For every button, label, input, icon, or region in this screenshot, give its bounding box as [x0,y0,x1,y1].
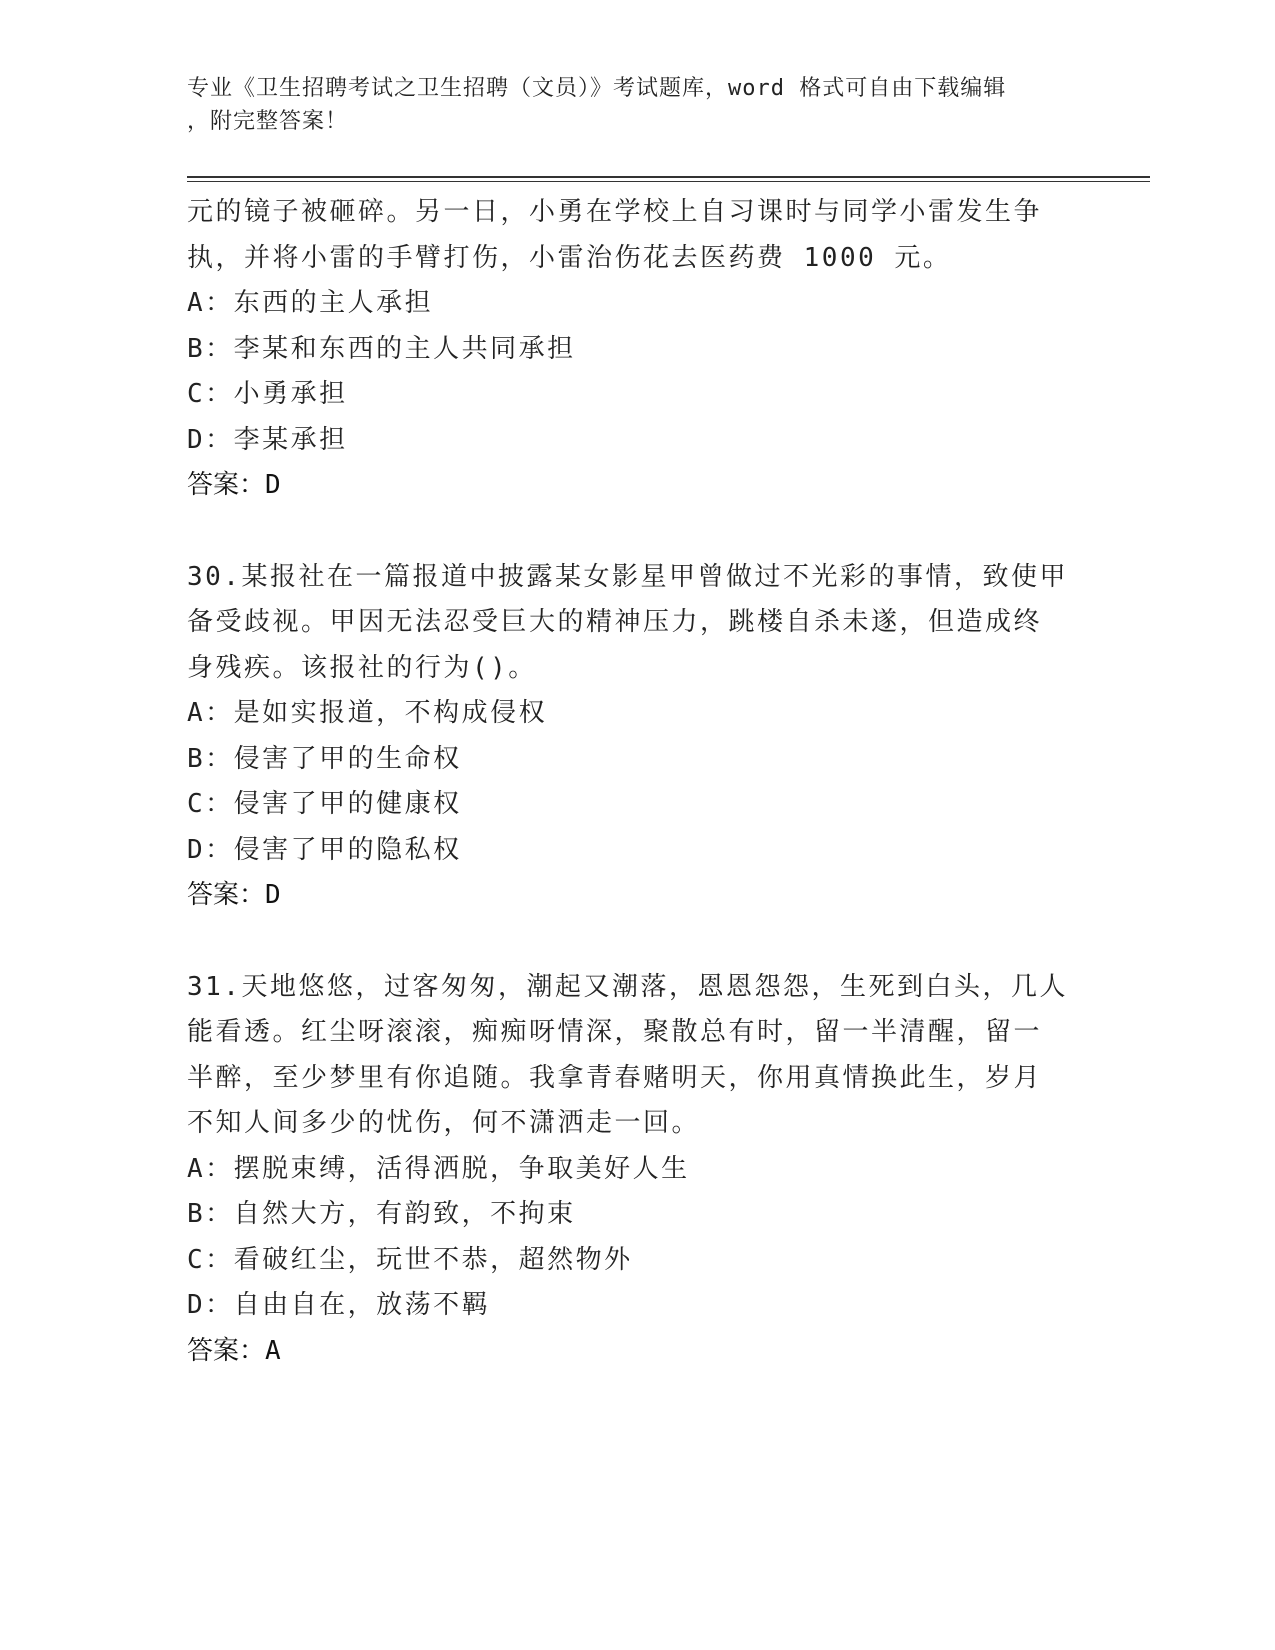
option-d: D：李某承担 [187,424,348,455]
question-content [187,190,1087,1374]
option-b: B：自然大方，有韵致，不拘束 [187,1199,576,1229]
option-d: D：自由自在，放荡不羁 [187,1290,491,1320]
answer-line [187,873,1087,919]
option-b: B：李某和东西的主人共同承担 [187,333,576,364]
answer-value: D [265,470,281,500]
option-a: A：东西的主人承担 [187,288,434,318]
question-text-line: 31.天地悠悠，过客匆匆，潮起又潮落，恩恩怨怨，生死到白头，几人 [187,971,1068,1002]
header-line-1: 专业《卫生招聘考试之卫生招聘（文员）》考试题库，word 格式可自由下载编辑 [187,76,1007,101]
question-30 [187,555,1087,919]
option-a: A：是如实报道，不构成侵权 [187,698,548,728]
question-text-line: 执，并将小雷的手臂打伤，小雷治伤花去医药费 1000 元。 [187,242,952,273]
option-c: C：侵害了甲的健康权 [187,789,462,819]
question-text-line: 备受歧视。甲因无法忍受巨大的精神压力，跳楼自杀未遂，但造成终 [187,607,1043,637]
option-c: C：看破红尘，玩世不恭，超然物外 [187,1244,633,1275]
question-29 [187,190,1087,509]
question-text-line: 不知人间多少的忧伤，何不潇洒走一回。 [187,1108,701,1138]
option-c: C：小勇承担 [187,379,348,409]
option-a: A：摆脱束缚，活得洒脱，争取美好人生 [187,1153,690,1184]
spacer [187,509,1087,555]
question-31 [187,965,1087,1375]
answer-value: A [265,1335,281,1366]
question-text-line: 半醉，至少梦里有你追随。我拿青春赌明天，你用真情换此生，岁月 [187,1062,1043,1093]
answer-value: D [265,880,281,910]
question-text-line: 身残疾。该报社的行为()。 [187,652,537,683]
answer-label: 答案： [187,470,266,500]
question-text-line: 能看透。红尘呀滚滚，痴痴呀情深，聚散总有时，留一半清醒，留一 [187,1017,1043,1047]
answer-line [187,1329,1087,1375]
question-text-line: 元的镜子被砸碎。另一日，小勇在学校上自习课时与同学小雷发生争 [187,197,1043,227]
option-b: B：侵害了甲的生命权 [187,743,462,774]
answer-line [187,463,1087,509]
header-line-2: ，附完整答案！ [187,109,349,134]
spacer [187,919,1087,965]
option-d: D：侵害了甲的隐私权 [187,834,462,865]
answer-label: 答案： [187,880,266,910]
answer-label: 答案： [187,1335,266,1366]
header-divider-thick [187,176,1150,178]
question-text-line: 30.某报社在一篇报道中披露某女影星甲曾做过不光彩的事情，致使甲 [187,561,1068,592]
page-header [187,72,1067,138]
header-divider-thin [187,181,1150,182]
